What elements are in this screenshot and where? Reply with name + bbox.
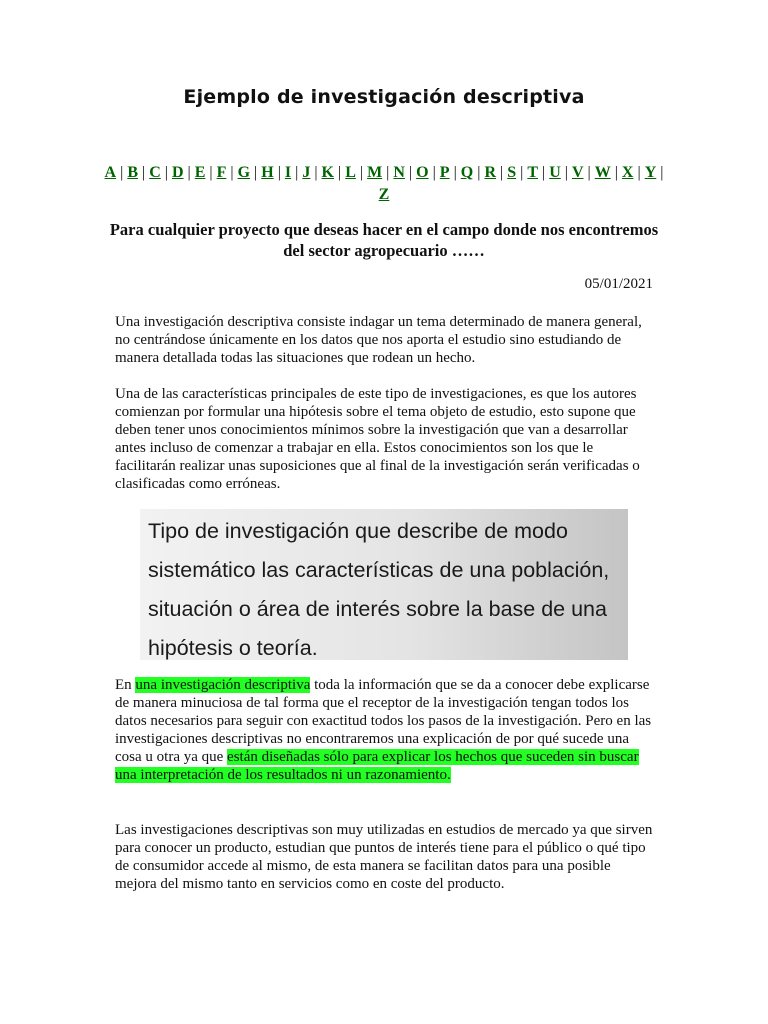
alphabet-index xyxy=(100,162,668,206)
paragraph-2: Una de las características principales de este tipo de investigaciones, es que los autores comienzan por formular una hipótesis sobre el tema objeto de estudio, esto supone que deben tener unos conocimientos mínimos sobre la investigación que van a desarrollar antes incluso de comenzar a trabajar en ella. Estos conocimientos son los que le facilitarán realizar unas suposiciones que al final de la investigación serán verificadas o clasificadas como erróneas. xyxy=(115,386,640,492)
alphabet-separator: | xyxy=(382,164,394,181)
paragraph-1: Una investigación descriptiva consiste indagar un tema determinado de manera general, no centrándose únicamente en los datos que nos aporta el estudio sino estudiando de manera detallada todas las situaciones que rodean un hecho. xyxy=(115,314,642,366)
alphabet-link-q[interactable]: Q xyxy=(460,164,474,181)
alphabet-link-a[interactable]: A xyxy=(104,164,117,181)
alphabet-separator: | xyxy=(183,164,195,181)
alphabet-separator: | xyxy=(355,164,368,181)
alphabet-separator: | xyxy=(633,164,645,181)
paragraph-3-text-2: toda la información que se da a conocer debe explicarse de manera minuciosa de tal forma que el receptor de la investigación tengan todos los datos necesarios para seguir con exactitud todos los pasos de la investigación. Pero en las investigaciones descriptivas no encontraremos una explicación de por qué sucede una cosa u otra ya que xyxy=(115,677,652,765)
alphabet-separator: | xyxy=(473,164,485,181)
alphabet-link-o[interactable]: O xyxy=(416,164,429,181)
alphabet-link-r[interactable]: R xyxy=(484,164,496,181)
alphabet-link-w[interactable]: W xyxy=(594,164,611,181)
alphabet-separator: | xyxy=(404,164,417,181)
paragraph-3 xyxy=(115,676,655,784)
alphabet-separator: | xyxy=(496,164,508,181)
highlight-2: están diseñadas sólo para explicar los hechos que suceden sin buscar una interpretación de los resultados ni un razonamiento. xyxy=(115,749,639,783)
subtitle: Para cualquier proyecto que deseas hacer en el campo donde nos encontremos del sector agropecuario …… xyxy=(109,220,659,260)
alphabet-link-l[interactable]: L xyxy=(345,164,356,181)
alphabet-link-h[interactable]: H xyxy=(261,164,274,181)
alphabet-link-b[interactable]: B xyxy=(127,164,138,181)
alphabet-separator: | xyxy=(116,164,128,181)
alphabet-link-i[interactable]: I xyxy=(284,164,292,181)
alphabet-separator: | xyxy=(610,164,622,181)
alphabet-link-j[interactable]: J xyxy=(302,164,311,181)
definition-image xyxy=(140,509,628,660)
alphabet-separator: | xyxy=(449,164,461,181)
paragraph-3-text-1: En xyxy=(115,677,136,693)
alphabet-separator: | xyxy=(310,164,322,181)
alphabet-link-g[interactable]: G xyxy=(237,164,251,181)
alphabet-separator: | xyxy=(226,164,238,181)
alphabet-separator: | xyxy=(291,164,303,181)
alphabet-link-x[interactable]: X xyxy=(621,164,634,181)
alphabet-link-p[interactable]: P xyxy=(439,164,450,181)
alphabet-separator: | xyxy=(428,164,440,181)
alphabet-link-u[interactable]: U xyxy=(549,164,561,181)
paragraph-4: Las investigaciones descriptivas son muy utilizadas en estudios de mercado ya que sirven para conocer un producto, estudian que puntos de interés tiene para el público o qué tipo de consumidor accede al mismo, de esta manera se facilitan datos para una posible mejora del mismo tanto en servicios como en coste del producto. xyxy=(115,822,653,892)
alphabet-link-z[interactable]: Z xyxy=(378,186,390,203)
alphabet-separator: | xyxy=(560,164,572,181)
alphabet-link-d[interactable]: D xyxy=(171,164,184,181)
alphabet-link-e[interactable]: E xyxy=(194,164,206,181)
alphabet-separator: | xyxy=(516,164,528,181)
page-title: Ejemplo de investigación descriptiva xyxy=(183,86,585,108)
alphabet-link-c[interactable]: C xyxy=(149,164,161,181)
alphabet-link-s[interactable]: S xyxy=(507,164,517,181)
alphabet-link-t[interactable]: T xyxy=(527,164,538,181)
alphabet-link-v[interactable]: V xyxy=(571,164,584,181)
alphabet-separator: | xyxy=(656,164,664,181)
highlight-1: una investigación descriptiva xyxy=(135,677,311,693)
alphabet-link-k[interactable]: K xyxy=(321,164,334,181)
alphabet-separator: | xyxy=(137,164,150,181)
alphabet-separator: | xyxy=(333,164,346,181)
alphabet-separator: | xyxy=(205,164,217,181)
date-label: 05/01/2021 xyxy=(584,276,653,292)
alphabet-separator: | xyxy=(250,164,262,181)
alphabet-link-n[interactable]: N xyxy=(393,164,405,181)
alphabet-separator: | xyxy=(537,164,550,181)
alphabet-link-f[interactable]: F xyxy=(216,164,227,181)
alphabet-separator: | xyxy=(583,164,595,181)
definition-image-text: Tipo de investigación que describe de modo sistemático las características de una población, situación o área de interés sobre la base de una hipótesis o teoría. xyxy=(148,519,610,660)
alphabet-separator: | xyxy=(160,164,172,181)
alphabet-separator: | xyxy=(273,164,285,181)
alphabet-link-y[interactable]: Y xyxy=(644,164,657,181)
alphabet-link-m[interactable]: M xyxy=(367,164,383,181)
